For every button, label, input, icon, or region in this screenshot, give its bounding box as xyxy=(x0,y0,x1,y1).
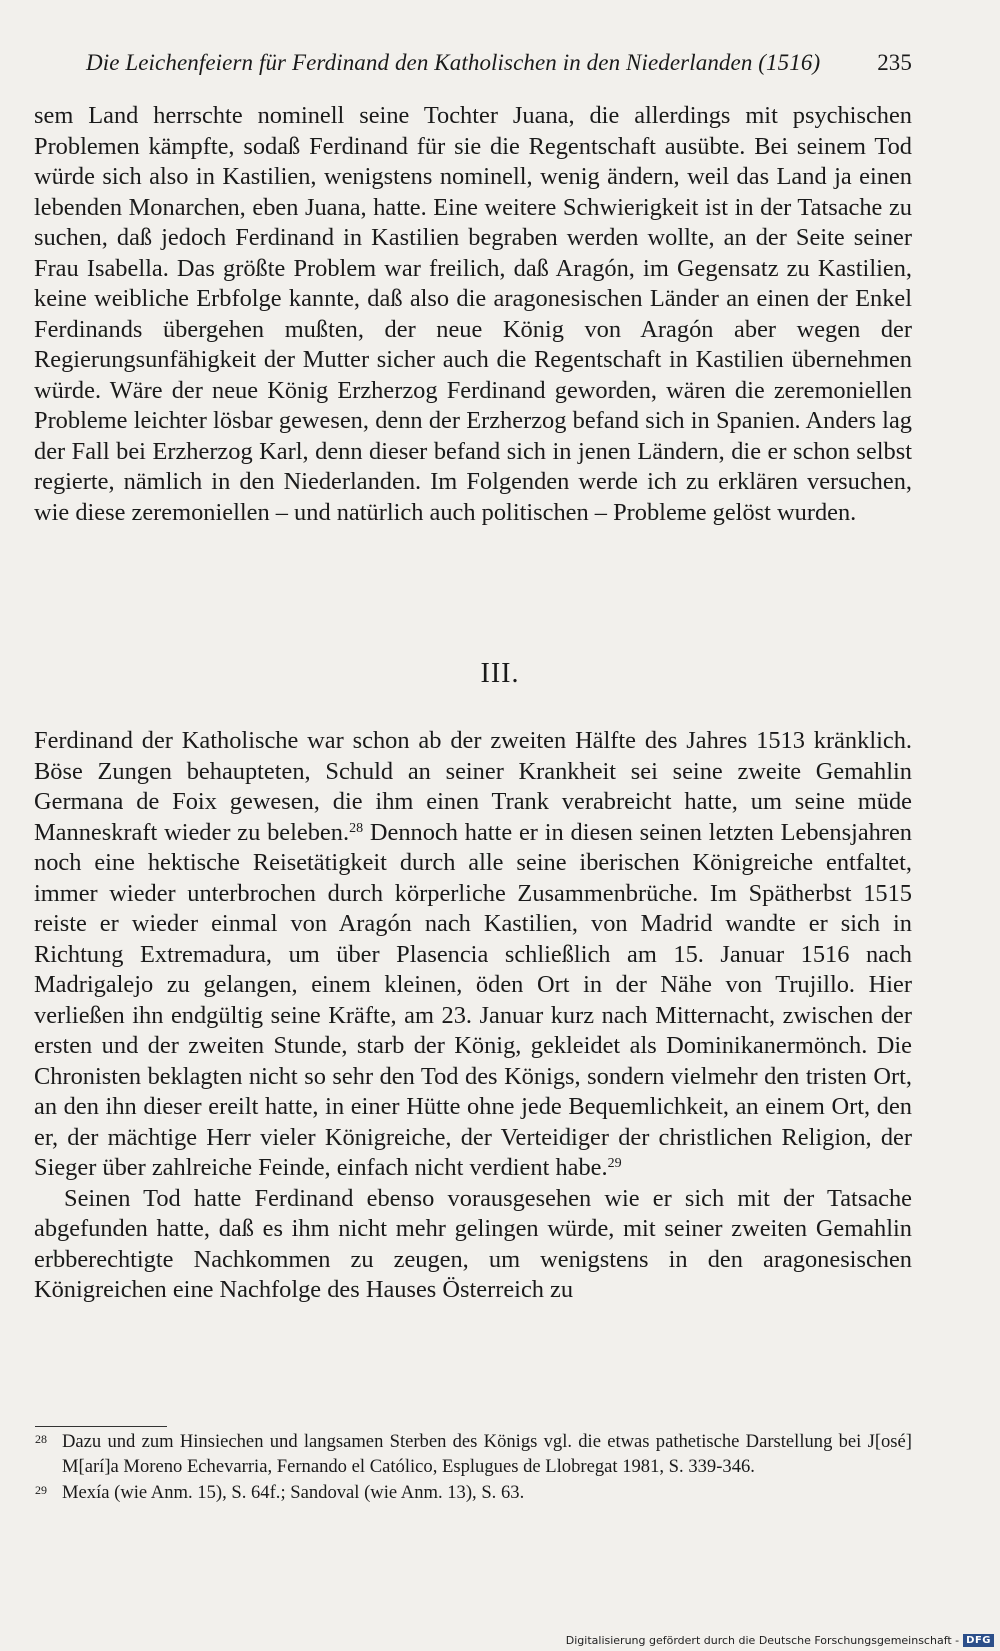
footnote-ref-28[interactable]: 28 xyxy=(349,820,364,836)
digitization-credit xyxy=(566,1634,994,1647)
footnotes xyxy=(35,1430,912,1506)
running-title: Die Leichenfeiern für Ferdinand den Katholischen in den Niederlanden (1516) xyxy=(86,50,821,75)
footnote-text: Dazu und zum Hinsiechen und langsamen Sterben des Königs vgl. die etwas pathetische Darstellung bei J[osé] M[arí]a Moreno Echevarria, Fernando el Católico, Esplugues de Llobregat 1981, S. 339-346. xyxy=(62,1431,912,1477)
paragraph-1 xyxy=(34,726,912,1184)
footnote-text: Mexía (wie Anm. 15), S. 64f.; Sandoval (wie Anm. 13), S. 63. xyxy=(62,1482,525,1503)
page-number: 235 xyxy=(877,50,912,75)
paragraph-continued: sem Land herrschte nominell seine Tochter Juana, die allerdings mit psychischen Problemen kämpfte, sodaß Ferdinand für sie die Regentschaft ausübte. Bei seinem Tod würde sich also in Kastilien, wenigstens nominell, wenig ändern, weil das Land ja einen lebenden Monarchen, eben Juana, hatte. Eine weitere Schwierigkeit ist in der Tatsache zu suchen, daß jedoch Ferdinand in Kastilien begraben werden wollte, an der Seite seiner Frau Isabella. Das größte Problem war freilich, daß Aragón, im Gegensatz zu Kastilien, keine weibliche Erbfolge kannte, daß also die aragonesischen Länder an einen der Enkel Ferdinands übergehen mußten, der neue König von Aragón aber wegen der Regierungsunfähigkeit der Mutter sicher auch die Regentschaft in Kastilien übernehmen würde. Wäre der neue König Erzherzog Ferdinand geworden, wären die zeremoniellen Probleme leichter lösbar gewesen, denn der Erzherzog befand sich in Spanien. Anders lag der Fall bei Erzherzog Karl, denn dieser befand sich in jenen Ländern, die er schon selbst regierte, nämlich in den Niederlanden. Im Folgenden werde ich zu erklären versuchen, wie diese zeremoniellen – und natürlich auch politischen – Probleme gelöst wurden. xyxy=(34,102,912,526)
footnote-ref-29[interactable]: 29 xyxy=(607,1156,622,1171)
paragraph-2: Seinen Tod hatte Ferdinand ebenso vorausgesehen wie er sich mit der Tatsache abgefunden hatte, daß es ihm nicht mehr gelingen würde, mit seiner zweiten Gemahlin erbberechtigte Nachkommen zu zeugen, um wenigstens in den aragonesischen Königreichen eine Nachfolge des Hauses Österreich zu xyxy=(34,1184,912,1303)
body-text-section xyxy=(34,726,912,1306)
footnote xyxy=(35,1430,912,1479)
running-head xyxy=(86,50,912,76)
body-text-top xyxy=(34,101,912,528)
section-heading: III. xyxy=(480,658,520,689)
footnote-separator xyxy=(35,1426,167,1427)
footnote xyxy=(35,1481,912,1506)
footnote-number: 29 xyxy=(35,1483,47,1497)
credit-text: Digitalisierung gefördert durch die Deutsche Forschungsgemeinschaft - xyxy=(565,1634,960,1647)
footnote-number: 28 xyxy=(35,1432,47,1446)
paragraph-1-part-b: Dennoch hatte er in diesen seinen letzten Lebensjahren noch eine hektische Reisetätigkeit durch alle seine iberischen Königreiche entfaltet, immer wieder unterbrochen durch körperliche Zusammenbrüche. Im Spätherbst 1515 reiste er wieder einmal von Aragón nach Kastilien, von Madrid wandte er sich in Richtung Extremadura, um über Plasencia schließlich am 15. Januar 1516 nach Madrigalejo zu gelangen, einem kleinen, öden Ort in der Nähe von Trujillo. Hier verließen ihn endgültig seine Kräfte, am 23. Januar kurz nach Mitternacht, zwischen der ersten und der zweiten Stunde, starb der König, gekleidet als Dominikanermönch. Die Chronisten beklagten nicht so sehr den Tod des Königs, sondern vielmehr den tristen Ort, an den ihn dieser ereilt hatte, in einer Hütte ohne jede Bequemlichkeit, an einem Ort, den er, der mächtige Herr vieler Königreiche, der Verteidiger der christlichen Religion, der Sieger über zahlreiche Feinde, einfach nicht verdient habe. xyxy=(34,818,913,1181)
paragraph-1-part-a: Ferdinand der Katholische war schon ab der zweiten Hälfte des Jahres 1513 kränklich. Böse Zungen behaupteten, Schuld an seiner Krankheit sei seine zweite Gemahlin Germana de Foix gewesen, die ihm einen Trank verabreicht hatte, um seine müde Manneskraft wieder zu beleben. xyxy=(34,727,912,846)
dfg-logo-icon: DFG xyxy=(963,1634,994,1647)
